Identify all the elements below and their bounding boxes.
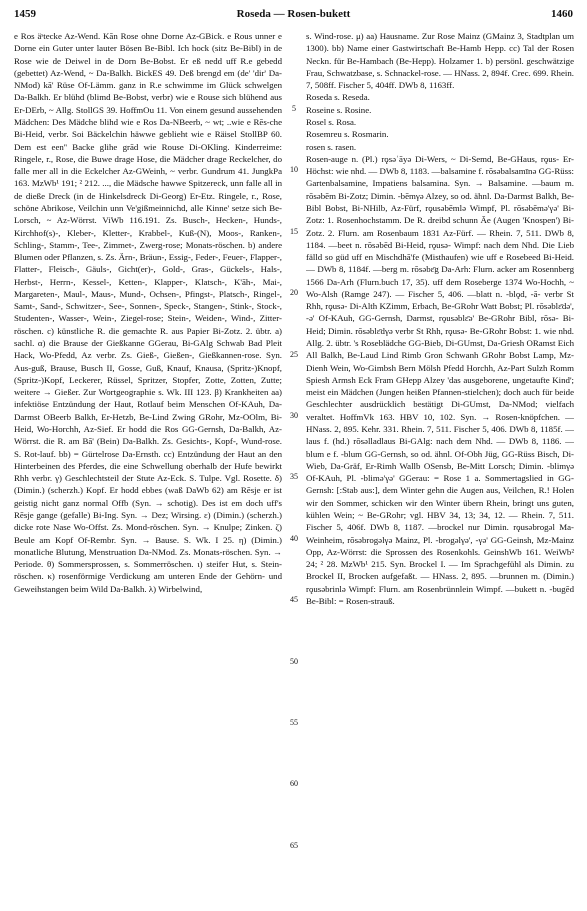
left-column bbox=[14, 30, 282, 906]
entry-text: s. Wind-rose. μ) aa) Hausname. Zur Rose Mainz (GMainz 3, Stadtplan um 1300). bb) Name einer Gastwirtschaft Be-Hamb Hepp. cc) Tal der Rosen Neckn. für Be-Hambach (Be-Hepp). Holzamer 1. b) persönl. geschwätzige Frau, Schwatzbase, s. Schnackel-rose. — HNass. 2, 894f. Crec. 699. Rhein. 7, 508ff. Fischer 5, 404ff. DWb 8, 1163ff. bbox=[306, 31, 574, 91]
line-number: 40 bbox=[290, 534, 298, 543]
entry-text: Rosel s. Rosa. bbox=[306, 116, 357, 127]
line-number: 55 bbox=[290, 718, 298, 727]
line-number: 45 bbox=[290, 595, 298, 604]
line-number: 10 bbox=[290, 165, 298, 174]
line-number: 5 bbox=[292, 104, 296, 113]
entry-text: Rosemreu s. Rosmarin. bbox=[306, 129, 389, 140]
line-number: 20 bbox=[290, 288, 298, 297]
line-number: 15 bbox=[290, 227, 298, 236]
line-number-gutter bbox=[287, 30, 301, 906]
line-number: 50 bbox=[290, 657, 298, 666]
running-header bbox=[0, 8, 587, 24]
line-number: 60 bbox=[290, 779, 298, 788]
entry-text: Roseda s. Reseda. bbox=[306, 92, 370, 103]
entry-text: Roseine s. Rosine. bbox=[306, 104, 372, 115]
line-number: 35 bbox=[290, 472, 298, 481]
line-number: 65 bbox=[290, 841, 298, 850]
running-title: Roseda — Rosen-bukett bbox=[236, 8, 351, 20]
line-number: 30 bbox=[290, 411, 298, 420]
line-number: 25 bbox=[290, 350, 298, 359]
entry-text: Rosen-auge n. (Pl.) rǫsəʿāyə Di-Wers, ~ Di-Semd, Be-GHaus, rǫus- Er-Höchst: wie nhd. — DWb 8, 1183. —balsamine f. rōsəbalsamīnə GG-Rüss: Gartenbalsamine, Impatiens balsamina. Syn. → Balsamine. —baum m. rōsəbēm Bi-Zotz; Dimin. -bēmγə Alzey, so od. ähnl. Da-Darmst Balkh, Be-Bibl Bobst, Bi-NHilb, Az-Fürf, rǫusəbēmlǝ Wimpf, Pl. rōsəbēmə'γə' Bi-Zotz: 1. Rosenhochstamm. De R. dreibd schunn Āe (Augen 'Knospen') Bi-Zotz. 2. Flurn. am Rosenbaum 1831 Az-Fürf. — Rhein. 7, 511. DWb 8, 1184. —beet n. rōsəbēd Bi-Heid, rǫusə- Wimpf: nach dem Nhd. Die Lieb fälld so güd uff en Mischdhā'fe (Misthaufen) wie uff e Rosebeed Bi-Heid. — DWb 8, 1184f. —berg m. rōsəbɛ̄g Da-Arh: Flurn. acker am Rosennberg 1566 Da-Arh (Flurn.buch 17, 35). uff dem Roseberge 1374 Wo-Hochh, ~ Wo-Alsh (Ramge 247). — Fischer 5, 406. —blatt n. -blǫd, -ā- verbr St Rhh, rǫusə- Di-Alth KZimm, Erbach, Be-GRohr Watt Bobst; Pl. rōsəblɛ̄də', -ə' Of-KAuh, GG-Gernsh, Darmst, rǫusəblɛ̄ə' Be-GRohr Bibl, rōsə- Bi-Heid; Dimin. rōsəblɛ̄dγə verbr St Rhh, rǫusə- Be-GRohr Bobst: 1. wie nhd. Allg. 2. übtr. 's Roseblädche GG-Bieb, Di-GUmst, Da-Griesh ORamst Eich All Balkh, Be-Laud Lind Rimb Gron Schwanh GRohr Bobst Lamp, Mz-Dienh Wein, Wo-Gimbsh Bern Mölsh Pfedd Horchh, Az-Part Sulzh Romm Spiesh Armsh Eck Fram GHepp Alzey 'das ausgeborene, ungetaufte Kind'; meist ein Mädchen (Jungen heißen Pfannen-stielchen); doch auch für beide Geschlechter ausdrücklich bestätigt Di-GUmst, Da-NMod; vielfach veraltet. HoffmVk 163. HBV 10, 102. Syn. → Rosen-knöpfchen. — HNass. 2, 895. Kehr. 331. Rhein. 7, 511. Fischer 5, 406. DWb 8, 1185f. —laus f. (hd.) rōsəlladlaus Bi-GAlg: nach dem Nhd. — DWb 8, 1186. —blum e f. -blum GG-Gernsh, so od. ähnl. Of-Obh Jüg, GG-Rüss Bisch, Di-Wieb, Da-Gräf, Er-Rimh Wallb OSensb, Be-Mitt Lorsch; Dimin. -blimγə Of-KAuh, Pl. -blimə'γə' GGerau: = Rose 1 a. Sommertagslied in GG-Gernsh: [:Stab aus:], dem Winter gehn die Augen aus, Veilchen, R.! Holen wir den Sommer, schicken wir den Winter übern Rhein, bringt uns guten, kühlen Wein; ~ Be-GRohr; vgl. HBV 34, 13; 34, 12. — Rhein. 7, 511. Fischer 5, 406f. DWb 8, 1187. —brockel nur Dimin. rǫusəbrogəl Ma-Weinheim, rōsəbrogəlγə Mainz, Pl. -brogəlγə', -γə' GG-Geinsh, Mz-Mainz Opp, Az-Wörrst: die Sprossen des Rosenkohls. GeinshWb 161. WeiWb² 24; ² 28. MzWb¹ 215. Syn. Brockel I. — Im Sprachgefühl als Dimin. zu Brockel II, Brocken aufgefaßt. — HNass. 2, 895. —brunnen m. (Dimin.) rǫusəbrinlə Wimpf: Flurn. am Rosenbrünnlein Wimpf. —bukett n. -bugēd Be-Bibl: = Rosen-strauß. bbox=[306, 153, 574, 606]
left-column-text: e Ros äˢtecke Az-Wend. Kān Rose ohne Dorne Az-GBick. e Rous unner e Dorne ein Guter unter lauter Bösen Be-Bibl. Ich hock (sitz Be-Bibl) in de Rose wie de Deiwel in de Dorn Be-Bobst. Er eß nedd uff R.e gebedd (gebettet) Az-Wend, ~ Da-Balkh. BickES 49. Deß brengd em (de' 'dir' Da-NMod) kā' Rüse Of-Lämm. ganz in R.e schwimme im Glück schwelgen Da-Balkh. Er blühd (blimd Be-Bobst, verbr) wie e Rouse sich blühend aus Er-DErb, ~ Allg. StollGS 39. HoffmOu 11. Von einem gesund aussehenden Mädchen: Des Mädche blihd wie e Ros Da-NBeerb, ~ wt; ..wie e Rēs-che Bi-Heid, verbr. Soi Bäckelchin häwwe geblieht wie e Räisel StollBP 60. Dem est een'' Backe glihe grād wie Rouse Di-OKling. Kinderreime: Ringele, r., Rose, die Buwe drage Hose, die Mädcher drage Reckelcher, do falle mer all in die Eckelcher Az-GWeinh, ~ verbr. Gundrum 41. JungkPa 163. MzWb¹ 191; ² 212. ..., die Mädsche hawwe Spitzereck, unn falle all in de dieße Dreck (in de Hinkelsdreck Di-Georg) Er-Etz. Ringele, r., Rose, schöne Abrikose, Veilchin unn Ve'gißmeinnichd, alle Kinne' setze sich Be-Lorsch, ~ Az-Wörrst. ViWb 116.191. Zs. Busch-, Hecken-, Hunds-, Kirchhof(s)-, Kleber-, Kletter-, Krabbel-, Kuß-(N), Moos-, Ranken-, Schling-, Stamm-, Tee-, Zimmet-, Zwerg-rose; Monats-röschen. b) andere Blumen oder Pflanzen, s. Zs. Ärn-, Bräun-, Essig-, Feder-, Feuer-, Flapper-, Flatter-, Fleisch-, Gäuls-, Gicht(er)-, Gold-, Gras-, Gückels-, Hals-, Herbst-, Herrn-, Kessel-, Ketten-, Klapper-, Klatsch-, K'āh-, Mai-, Margareten-, Maul-, Maus-, Mund-, Ochsen-, Pfingst-, Platsch-, Ringel-, Samt-, Sand-, Schwitzer-, See-, Sonnen-, Speck-, Stangen-, Stink-, Stock-, Studenten-, Wasser-, Wein-, Ziegel-rose; Stein-, Weiden-, Wind-, Zitter-röschen. c) künstliche R. die gemachte R. aus Papier Bi-Zotz. 2. übtr. a) sachl. α) die Brause der Gießkanne GGerau, Bi-GAlg Schwab Bad Pleit Hack, Wo-Pfedd, Az verbr. Zs. Gieß-, Gießen-, Gießkannen-rose. Syn. Aus-guß, Brause, Busch II, Gosse, Guß, Knauf, Knausa, (Spritz-)Knopf, (Spritz-)Kopf, Leckerer, Rüssel, Spritzer, Stopfer, Zotte, Zotten, Zutte; weitere → Gießer. Zur Wortgeographie s. Wk. III 123. β) Krankheiten aa) infektiöse Entzündung der Haut, Rotlauf beim Menschen Of-KAuh, Da-Darmst OBeerb Balkh, Er-Hetzb, Be-Lind Zwing GRohr, Mz-OOlm, Bi-Heid, Wo-Horchh, Az-Sief. Er hodd die Ros GG-Gernsh, Da-Balkh, Az-Wörrst. die R. am Bā' (Bein) Da-Balkh. Zs. Gesichts-, Kopf-, Wund-rose. S. Rot-lauf. bb) = Gürtelrose Da-Ernsth. cc) Entzündung der Haut an den Hinterbeinen des Pferdes, die eine Schwellung oberhalb der Hufe bewirkt Rhh verbr. γ) Geschlechtsteil der Stute Az-Eck. S. Tulpe. Vgl. Rosette. δ) (Dimin.) (scherzh.) Kopf. Er hodd ebbes (waß DaWb 62) am Rēsje er ist geistig nicht ganz normal Offb (Syn. → schotig). Des ist em doch uff's Rēsje gange (gefalle) Bi-Ing. Syn. → Dez; Wirsing. ε) (Dimin.) (scherzh.) dicke rote Nase Wo-Offst. Zs. Mond-röschen. Syn. → Knulpe; Zinken. ζ) Beule am Kopf Of-Rembr. Syn. → Bause. S. Wk. I 25. η) (Dimin.) monatliche Blutung, Menstruation Da-NMod. Zs. Monats-röschen. Syn. → Periode. θ) Sommersprossen, s. Sommerröschen. ι) steifer Hut, s. Stein-röschen. κ) rosenförmige Verdickung am unteren Ende der Gehörn- und Geweihstangen beim Wild Da-Balkh. λ) Wirbelwind, bbox=[14, 31, 282, 594]
entry-text: rosen s. rasen. bbox=[306, 141, 357, 152]
page-number-right: 1460 bbox=[551, 8, 573, 20]
right-column bbox=[306, 30, 574, 906]
page-number-left: 1459 bbox=[14, 8, 36, 20]
